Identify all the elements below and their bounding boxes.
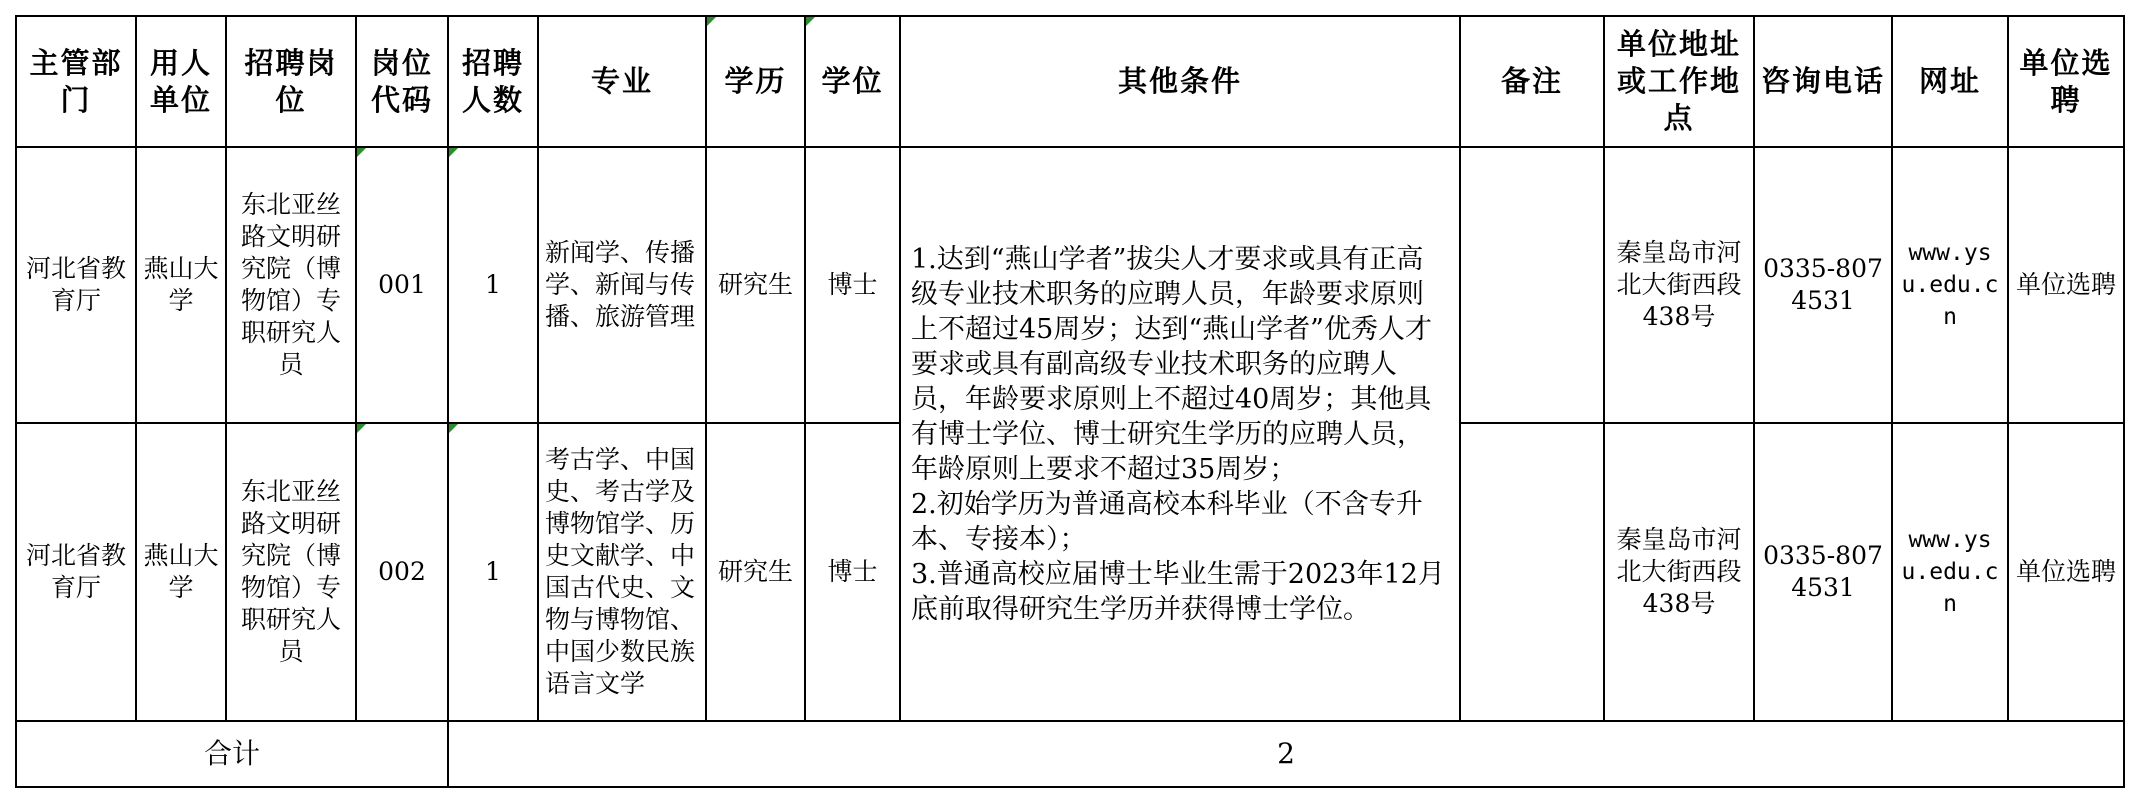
cell-employer: 燕山大学 — [136, 423, 226, 721]
header-conditions: 其他条件 — [900, 16, 1460, 147]
total-value: 2 — [448, 721, 2124, 787]
header-address: 单位地址或工作地点 — [1604, 16, 1754, 147]
cell-dept: 河北省教育厅 — [16, 147, 136, 423]
total-row — [16, 721, 2124, 787]
header-degree: 学位 — [805, 16, 900, 147]
cell-education: 研究生 — [706, 423, 805, 721]
cell-code: 001 — [356, 147, 448, 423]
cell-remarks — [1460, 423, 1604, 721]
condition-item: 3.普通高校应届博士毕业生需于2023年12月底前取得研究生学历并获得博士学位。 — [911, 558, 1445, 625]
cell-remarks — [1460, 147, 1604, 423]
header-major: 专业 — [538, 16, 706, 147]
cell-count: 1 — [448, 423, 538, 721]
header-dept: 主管部门 — [16, 16, 136, 147]
cell-code: 002 — [356, 423, 448, 721]
header-remarks: 备注 — [1460, 16, 1604, 147]
cell-employer: 燕山大学 — [136, 147, 226, 423]
header-position: 招聘岗位 — [226, 16, 356, 147]
cell-major: 新闻学、传播学、新闻与传播、旅游管理 — [538, 147, 706, 423]
total-label: 合计 — [16, 721, 448, 787]
header-education: 学历 — [706, 16, 805, 147]
header-employer: 用人单位 — [136, 16, 226, 147]
header-website: 网址 — [1892, 16, 2008, 147]
cell-education: 研究生 — [706, 147, 805, 423]
cell-phone: 0335-8074531 — [1754, 423, 1892, 721]
cell-address: 秦皇岛市河北大街西段438号 — [1604, 147, 1754, 423]
cell-count: 1 — [448, 147, 538, 423]
condition-item: 2.初始学历为普通高校本科毕业（不含专升本、专接本）； — [911, 488, 1423, 555]
cell-selection: 单位选聘 — [2008, 147, 2124, 423]
cell-website: www.ysu.edu.cn — [1892, 423, 2008, 721]
header-code: 岗位代码 — [356, 16, 448, 147]
cell-major: 考古学、中国史、考古学及博物馆学、历史文献学、中国古代史、文物与博物馆、中国少数民族语言文学 — [538, 423, 706, 721]
cell-phone: 0335-8074531 — [1754, 147, 1892, 423]
cell-position: 东北亚丝路文明研究院（博物馆）专职研究人员 — [226, 147, 356, 423]
header-row — [16, 16, 2124, 147]
table-row — [16, 147, 2124, 423]
recruitment-table — [15, 15, 2125, 788]
header-selection: 单位选聘 — [2008, 16, 2124, 147]
cell-dept: 河北省教育厅 — [16, 423, 136, 721]
cell-conditions — [900, 147, 1460, 721]
cell-degree: 博士 — [805, 423, 900, 721]
recruitment-sheet — [15, 15, 2123, 788]
cell-selection: 单位选聘 — [2008, 423, 2124, 721]
cell-degree: 博士 — [805, 147, 900, 423]
cell-position: 东北亚丝路文明研究院（博物馆）专职研究人员 — [226, 423, 356, 721]
header-count: 招聘人数 — [448, 16, 538, 147]
condition-item: 1.达到“燕山学者”拔尖人才要求或具有正高级专业技术职务的应聘人员，年龄要求原则上不超过45周岁；达到“燕山学者”优秀人才要求或具有副高级专业技术职务的应聘人员，年龄要求原则上不超过40周岁；其他具有博士学位、博士研究生学历的应聘人员，年龄原则上要求不超过35周岁； — [911, 243, 1432, 485]
header-phone: 咨询电话 — [1754, 16, 1892, 147]
cell-website: www.ysu.edu.cn — [1892, 147, 2008, 423]
cell-address: 秦皇岛市河北大街西段438号 — [1604, 423, 1754, 721]
